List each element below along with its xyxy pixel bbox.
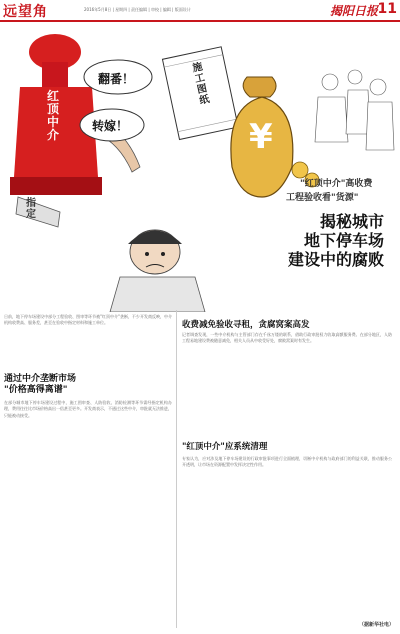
shirt [110,277,205,312]
pointing-sleeve [16,197,60,227]
section-2-body: 记者调查发现，一些中介机构与主管部门存在千丝万缕的联系，借助行政审批权力收取高额服务费。在部分地区，人防工程易地建设费被随意减免，相关人员从中收受好处，腐败窝案时有发生。 [182,332,392,344]
bubble-text-2: 转嫁！ [92,119,129,133]
section-title: 远望角 [3,4,48,20]
money-bag-top [243,77,276,97]
overline-2: 工程验收看"货源" [286,193,359,203]
cartoon-illustration [0,22,400,312]
column-divider [176,310,177,628]
signoff: （据新华社电） [358,622,394,628]
bubble-text-1: 翻番！ [98,72,135,86]
headline-line-3: 建设中的腐败 [287,250,384,269]
section-2-heading: 收费减免验收寻租，贪腐窝案高发 [182,320,310,330]
section-1-body: 在部分城市地下停车场建设过程中，施工图审查、人防验收、消防检测等环节需经指定机构办理，费用往往比市场价格高出一倍甚至更多。开发商表示，不通过这些中介，审批就无法推进，只能被动接受。 [4,400,172,418]
dateline: 2016年5月8日 | 星期四 | 责任编辑 | 审校 | 编辑 | 版面设计 [84,7,191,12]
lead-paragraph: 日前，地下停车场建设中部分工程验收、图审等环节被"红顶中介"垄断，不少开发商反映，中介机构收费高、服务差，甚至在验收中指定材料和施工单位。 [4,314,172,326]
stamp-neck [42,62,68,88]
section-1-heading [4,374,76,396]
overline-1: "红顶中介"高收费 [300,179,373,189]
section-1-heading-line-1: 通过中介垄断市场 [4,374,77,384]
pointer-text: 指定 [26,198,36,220]
hair [128,231,182,245]
section-3-body: 专家认为，应对涉及地下停车场建设的行政审批事项进行全面梳理，切断中介机构与政府部门的利益关联，推动服务公开透明，让市场在资源配置中发挥决定性作用。 [182,456,392,468]
stamp-text: 红顶中介 [47,89,60,142]
page-number: 11 [377,1,397,17]
headline [288,212,384,269]
masthead [0,0,400,22]
yuan-symbol: ¥ [249,117,273,157]
crowd [315,70,394,150]
blueprint-text: 施工图纸 [191,61,211,107]
headline-line-2: 地下停车场 [303,231,384,250]
headline-line-1: 揭秘城市 [319,212,384,231]
section-3-heading: "红顶中介"应系统清理 [182,442,268,452]
section-1-heading-line-2: "价格高得离谱" [4,385,68,395]
newspaper-name: 揭阳日报 [329,4,378,18]
